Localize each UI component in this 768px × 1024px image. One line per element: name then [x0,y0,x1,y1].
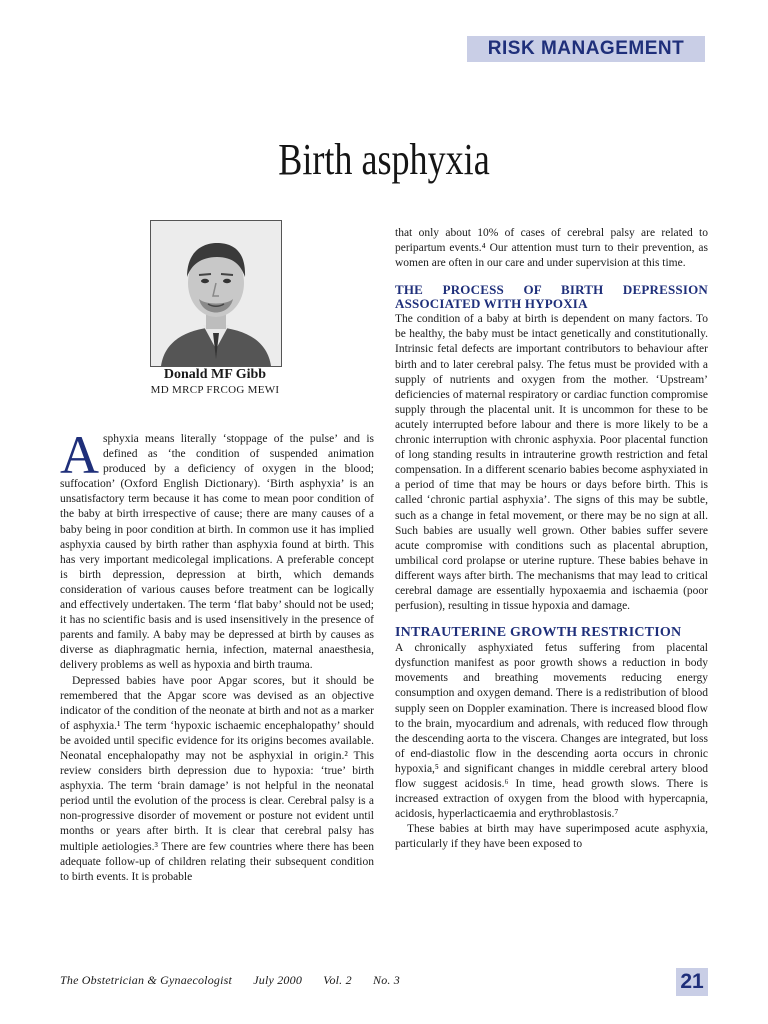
footer-journal-name: The Obstetrician & Gynaecologist [60,973,233,987]
paragraph-acute-asphyxia: These babies at birth may have superimposed acute asphyxia, particularly if they have been exposed to [395,823,708,851]
heading-birth-depression: THE PROCESS OF BIRTH DEPRESSION ASSOCIATED WITH HYPOXIA [395,282,708,312]
section-tag: RISK MANAGEMENT [467,36,705,62]
left-column [60,425,374,885]
author-photo [150,220,282,367]
right-column [395,226,708,852]
author-portrait-icon [151,221,281,366]
drop-cap: A [60,425,99,485]
page-number: 21 [676,968,708,996]
footer-citation [60,972,418,988]
footer-number: No. 3 [373,973,401,987]
author-name: Donald MF Gibb [163,367,267,382]
paragraph-birth-depression: The condition of a baby at birth is dependent on many factors. To be healthy, the baby must be intact genetically and constitutionally. Intrinsic fetal defects are important contributors to behaviour after birth and to later cerebral palsy. The fetus must be provided with a supply of nutrients and oxygen from the mother. ‘Upstream’ deficiencies of maternal respiratory or cardiac function compromise supply through the placental unit. It is uncommon for these to be acutely interrupted before labour and there is more likely to be a chronic interruption with chronic asphyxia. Poor placental function of long standing results in intrauterine growth restriction and fetal compensation. In a different scenario babies become asphyxiated in a period of time that may be hours or days before birth. This is called ‘chronic partial asphyxia’. The signs of this may be subtle, such as a change in fetal movement, or there may be no sign at all. Such babies are usually well grown. Other babies suffer severe acute compromise with conditions such as placental abruption, umbilical cord prolapse or uterine rupture. These babies behave in different ways after birth. The mechanisms that may lead to critical cerebral damage are essentially hypoxaemia and ischaemia (poor perfusion), resulting in tissue hypoxia and damage. [395,313,708,613]
footer-date: July 2000 [253,973,303,987]
paragraph-iugr: A chronically asphyxiated fetus suffering from placental dysfunction manifest as poor growth shows a reduction in body movements and breathing movements reducing energy consumption and oxygen demand. There is a redistribution of blood supply seen on Doppler examination. There is increased blood flow to the brain, myocardium and adrenals, with reduced flow through the descending aorta to the viscera. Changes are integrated, but loss of end-diastolic flow in the descending aorta occurs in chronic hypoxia,⁵ and significant changes in middle cerebral artery blood flow suggest acidosis.⁶ In time, head growth slows. There is increased extraction of oxygen from the blood with hypercapnia, acidosis, hyperlacticaemia and erythroblastosis.⁷ [395,642,708,821]
heading-iugr: INTRAUTERINE GROWTH RESTRICTION [395,625,682,641]
article-title: Birth asphyxia [278,135,490,184]
author-credentials: MD MRCP FRCOG MEWI [150,384,280,396]
paragraph-cerebral-palsy: that only about 10% of cases of cerebral palsy are related to peripartum events.⁴ Our attention must turn to their prevention, as women are often in our care and under supervision at this time. [395,227,708,270]
intro-text: sphyxia means literally ‘stoppage of the pulse’ and is defined as ‘the condition of suspended animation produced by a deficiency of oxygen in the blood; suffocation’ (Oxford English Dictionary). ‘Birth asphyxia’ is an unsatisfactory term because it has come to mean poor condition of the baby at birth irrespective of cause; there are many causes of a baby being in poor condition at birth. In common use it has implied asphyxia caused by birth rather than asphyxia found at birth. This has very important medicolegal implications. A preferable concept is birth depression, depression at birth, which demands consideration of various causes before treatment can be logically and effectively undertaken. The term ‘flat baby’ should not be used; it has no scientific basis and is used insensitively in the presence of parents and family. A baby may be depressed at birth by causes as diverse as diaphragmatic hernia, infection, maternal anaesthesia, delivery problems as well as hypoxia and birth trauma. [60,433,374,672]
paragraph-apgar: Depressed babies have poor Apgar scores, but it should be remembered that the Apgar score was devised as an objective indicator of the condition of the neonate at birth and not as a marker of asphyxia.¹ The term ‘hypoxic ischaemic encephalopathy’ should be avoided until specific evidence for its origins becomes available. Neonatal encephalopathy may not be asphyxial in origin.² This review considers birth depression due to hypoxia: ‘true’ birth asphyxia. The term ‘brain damage’ is not helpful in the neonatal period until the evolution of the process is clear. Cerebral palsy is a non-progressive disorder of movement or posture not evident until months or years after birth. It is clear that cerebral palsy has multiple aetiologies.³ There are few countries where there has been adequate follow-up of children relating their subsequent condition to birth events. It is probable [60,674,374,883]
footer-volume: Vol. 2 [323,973,352,987]
intro-paragraph [60,425,374,674]
